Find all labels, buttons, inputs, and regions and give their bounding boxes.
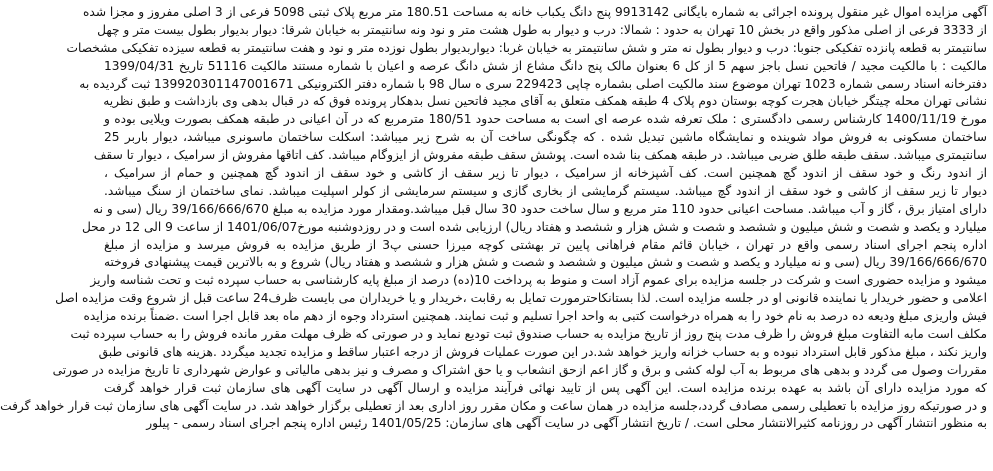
notice-line: 39/166/666/670 ریال (سی و نه میلیارد و یکصد و شصت و شش میلیون و ششصد و شصت و شش هزار و ششصد و هفتاد ریال) شروع و به بالاترین قیمت پیشنهادی فروخته — [104, 255, 987, 270]
notice-line: از اندود رنگ و خود سقف از اندود گچ همچنین است. کف آشپزخانه از سرامیک ، دیوار تا زیر سقف از کاشی و خود سقف از اندود گچ همچنین و حمام از سرامیک ، — [104, 166, 987, 181]
notice-line: و در صورتیکه روز مزایده با تعطیلی رسمی مصادف گردد،جلسه مزایده در همان ساعت و مکان مقرر روز اداری بعد از تعطیلی برگزار خواهد شد. در سایت آگهی های سازمان ثبت قرار خواهد گرفت — [0, 398, 987, 413]
notice-line: واریز نکند ، مبلغ مذکور قابل استرداد نبوده و به حساب خزانه واریز خواهد شد.در این صورت عملیات فروش از درجه اعتبار ساقط و مزایده تجدید میگردد .هزینه های قانونی طبق — [98, 344, 987, 359]
notice-line: مقررات وصول می گردد و بدهی های مربوط به آب لوله کشی و برق و گاز اعم ازحق انشعاب و یا حق اشتراک و مصرف و نیز بدهی مالیاتی و عوارض شهرداری تا تاریخ مزایده در صورتی — [52, 362, 987, 377]
notice-line: سانتیمتر به قطعه پانزده تفکیکی جنوبا: درب و دیوار بطول نه متر و شش سانتیمتر به خیابان غربا: دیواربدیوار بطول نوزده متر و نود و هفت سانتیمتر به قطعه سیزده تفکیکی مشخصات — [66, 40, 987, 55]
notice-line: سانتیمتری میباشد. سقف طبقه طلق ضربی میباشد. در طبقه همکف بنا شده است. پوشش سقف طبقه مفروش از ایزوگام میباشد. کف اتاقها مفروش از سرامیک ، دیوار تا سقف — [93, 148, 987, 163]
notice-line: از 3333 فرعی از اصلی مذکور واقع در بخش 10 تهران به حدود : شمالا: درب و دیوار به طول هشت متر و نود ونه سانتیمتر به خیابان شرقا: دیوار بدیوار بطول بیست متر و چهل — [97, 22, 987, 37]
notice-line: نشانی تهران محله چیتگر خیابان هجرت کوچه بوستان دوم پلاک 4 طبقه همکف متعلق به آقای مجید فاتحین نسل بدهکار پرونده فوق که در قبال بدهی وی بازداشت و طبق نظریه — [103, 94, 987, 109]
notice-line: میلیارد و یکصد و شصت و شش میلیون و ششصد و شصت و شش هزار و ششصد و هفتاد ریال) ارزیابی شده است و در روزدوشنبه مورخ1401/06/07 از ساعت 9 الی 12 در محل — [81, 219, 987, 234]
notice-line: دیوار تا زیر سقف از کاشی و خود سقف از اندود گچ میباشد. سیستم گرمایشی از بخاری گازی و سیستم سرمایشی از کولر اسپلیت میباشد. نمای ساختمان از سنگ میباشد. — [104, 183, 987, 198]
notice-line: اداره پنجم اجرای اسناد رسمی واقع در تهران ، خیابان قائم مقام فراهانی پایین تر بهشتی کوچه میرزا حسنی پ3 از طریق مزایده به فروش میرسد و مزایده از مبلغ — [104, 237, 987, 252]
notice-line: مکلف است مابه التفاوت مبلغ فروش را ظرف مدت پنج روز از تاریخ مزایده به حساب صندوق ثبت تودیع نماید و در صورتی که ظرف مهلت مقرر مانده فروش را به حساب سپرده ثبت — [70, 327, 987, 342]
notice-line: که مورد مزایده دارای آن باشد به عهده برنده مزایده است. این آگهی پس از تایید نهائی فرآیند مزایده و ارسال آگهی در سایت آگهی های سازمان ثبت قرار خواهد گرفت — [104, 380, 987, 395]
notice-line: میشود و مزایده حضوری است و شرکت در جلسه مزایده برای عموم آزاد است و منوط به پرداخت 10(ده) درصد از مبلغ پایه کارشناسی به حساب سپرده ثبت و تحت شناسه واریز — [90, 273, 987, 288]
notice-line: مورخ 1400/11/19 کارشناس رسمی دادگستری : ملک تعرفه شده عرصه ای است به مساحت حدود 180/51 مترمربع که در آن اعیانی در طبقه همکف بصورت ویلایی بوده و — [104, 112, 988, 127]
notice-line: فیش واریزی مبلغ ودیعه ده درصد به نام خود را به همراه درخواست کتبی به واحد اجرا تسلیم و ثبت نمایند. همچنین استرداد وجوه از دهم ماه بعد قابل اجرا است .ضمناً برنده مزایده — [83, 309, 987, 324]
notice-line: ساختمان مسکونی به فروش مواد شوینده و نمایشگاه ماشین تبدیل شده . که چگونگی ساخت آن به شرح زیر میباشد: اسکلت ساختمان ماسونری میباشد، دیوار باربر 25 — [104, 130, 987, 145]
notice-line: دارای امتیاز برق ، گاز و آب میباشد. مساحت اعیانی حدود 110 متر مربع و سال ساخت حدود 30 سال قبل میباشد.ومقدار مورد مزایده به مبلغ 39/166/666/670 ریال (سی و نه — [93, 201, 987, 216]
notice-line: آگهی مزایده اموال غیر منقول پرونده اجرائی به شماره بایگانی 9913142 پنج دانگ یکباب خانه به مساحت 180.51 متر مربع پلاک ثبتی 5098 فرعی از 3 اصلی مفروز و مجزا شده — [83, 5, 987, 19]
notice-line: اعلامی و حضور خریدار یا نماینده قانونی او در جلسه مزایده است. لذا بستانکاحترمورت تمایل به رقابت ،خریدار و یا خریداران می بایست ظرف24 ساعت قبل از شروع وقت مزایده اصل — [55, 291, 987, 306]
notice-line: دفترخانه اسناد رسمی شماره 1023 تهران موضوع سند مالکیت اصلی بشماره چاپی 229423 سری ه سال 98 با شماره دفتر الکترونیکی 139920301147001671 ثبت گردیده به — [79, 76, 987, 91]
notice-line: مالکیت : با مالکیت مجید / فاتحین نسل باجز سهم 5 از کل 6 بعنوان مالک پنج دانگ مشاع از شش دانگ عرصه و اعیان با شماره مستند مالکیت 51116 تاریخ 1399/04/31 — [104, 58, 987, 73]
notice-line: به منظور انتشار آگهی در روزنامه کثیرالانتشار محلی است. / تاریخ انتشار آگهی در سایت آگهی های سازمان: 1401/05/25 رئیس اداره پنجم اجرای اسناد رسمی - پیلور — [146, 416, 987, 431]
